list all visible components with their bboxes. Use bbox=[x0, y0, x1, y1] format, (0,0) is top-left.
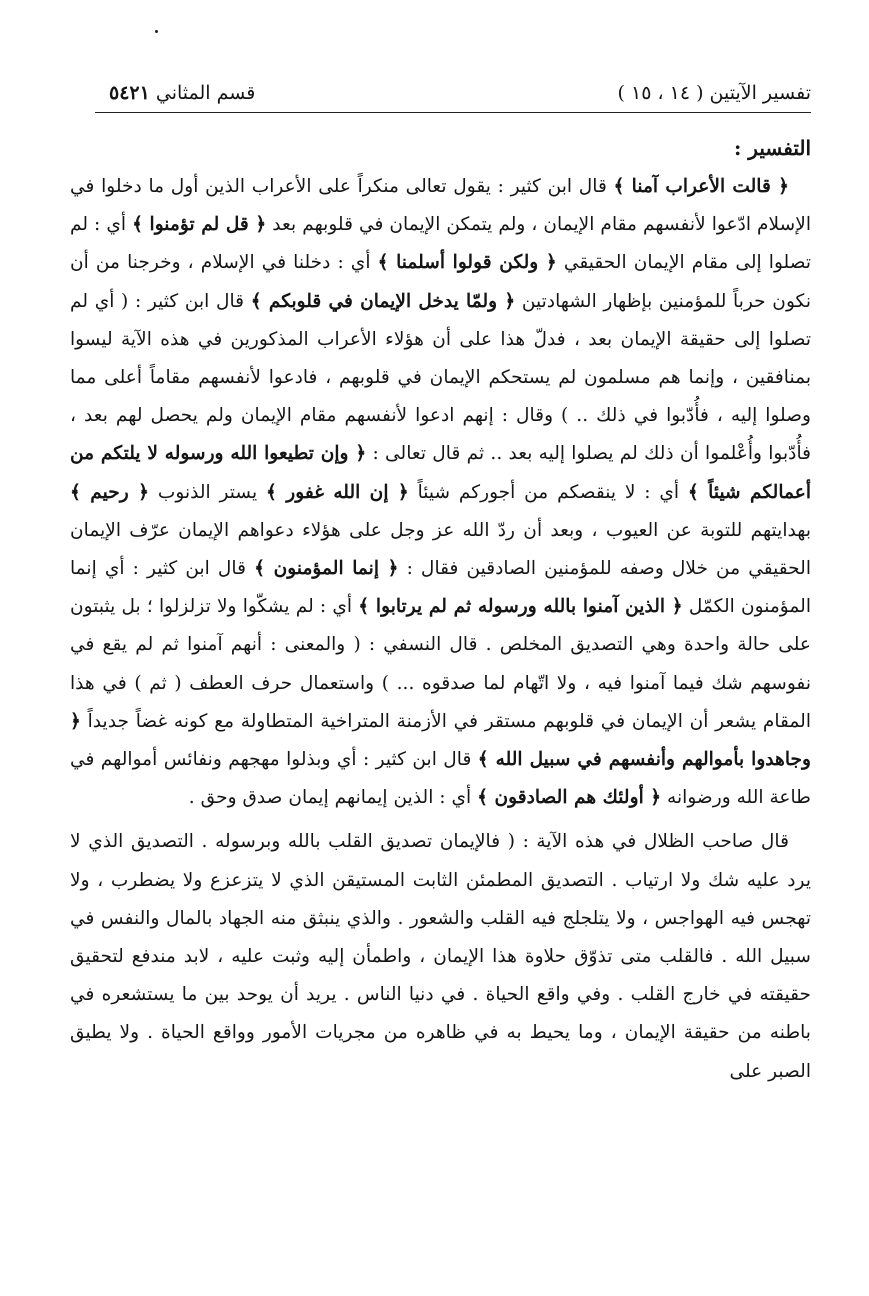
tafsir-paragraph bbox=[70, 168, 811, 817]
page-number: ٥٤٢١ bbox=[109, 82, 150, 104]
commentary-text: بهدايتهم للتوبة عن العيوب ، وبعد أن ردّ الله عز وجل على هؤلاء دعواهم الإيمان عرّف الإيمان الحقيقي من خلال وصفه للمؤمنين الصادقين فقال : bbox=[70, 519, 812, 580]
quran-verse: ﴿ قالت الأعراب آمنا ﴾ bbox=[613, 176, 789, 197]
quran-verse: ﴿ وجاهدوا بأموالهم وأنفسهم في سبيل الله ﴾ bbox=[70, 710, 812, 771]
commentary-text: قال ابن كثير : ( أي لم تصلوا إلى حقيقة الإيمان بعد ، فدلّ هذا على أن هؤلاء الأعراب المذكورين في هذه الآية ليسوا بمنافقين ، وإنما هم مسلمون لم يستحكم الإيمان في قلوبهم ، فادعوا لأنفسهم مقاماً أعلى مما وصلوا إليه ، فأُدّبوا في ذلك .. ) وقال : إنهم ادعوا لأنفسهم مقام الإيمان ولم يحصل لهم بعد ، فأُدّبوا وأُعْلموا أن ذلك لم يصلوا إليه بعد .. ثم قال تعالى : bbox=[70, 290, 811, 465]
page-header bbox=[95, 78, 811, 113]
quran-verse: ﴿ ولمّا يدخل الإيمان في قلوبكم ﴾ bbox=[250, 290, 516, 312]
commentary-text: أي : دخلنا في الإسلام ، وخرجنا من أن نكون حرباً للمؤمنين بإظهار الشهادتين bbox=[70, 252, 811, 312]
quran-verse: ﴿ إنما المؤمنون ﴾ bbox=[254, 558, 399, 580]
part-and-page bbox=[95, 78, 255, 108]
quran-verse: ﴿ رحيم ﴾ bbox=[70, 481, 150, 503]
quran-verse: ﴿ الذين آمنوا بالله ورسوله ثم لم يرتابوا ﴾ bbox=[358, 596, 683, 618]
commentary-text: قال ابن كثير : أي إنما المؤمنون الكمّل bbox=[70, 558, 811, 618]
quran-verse: ﴿ قل لم تؤمنوا ﴾ bbox=[132, 214, 267, 236]
quran-verse: ﴿ ولكن قولوا أسلمنا ﴾ bbox=[377, 252, 557, 274]
quran-verse: ﴿ إن الله غفور ﴾ bbox=[265, 481, 409, 503]
zilal-quote-paragraph bbox=[70, 823, 811, 1090]
running-title: تفسير الآيتين ( ١٤ ، ١٥ ) bbox=[617, 82, 811, 104]
commentary-text: قال ابن كثير : أي وبذلوا مهجهم ونفائس أموالهم في طاعة الله ورضوانه bbox=[70, 749, 811, 809]
commentary-text: أي : لم تصلوا إلى مقام الإيمان الحقيقي bbox=[70, 214, 812, 274]
quran-verse: ﴿ أولئك هم الصادقون ﴾ bbox=[477, 787, 662, 809]
stray-dot bbox=[155, 30, 158, 33]
commentary-text: قال ابن كثير : يقول تعالى منكراً على الأعراب الذين أول ما دخلوا في الإسلام ادّعوا لأنفسهم مقام الإيمان ، ولم يتمكن الإيمان في قلوبهم بعد bbox=[70, 176, 811, 236]
commentary-text: أي : لا ينقصكم من أجوركم شيئاً bbox=[408, 481, 688, 503]
commentary-text: قال صاحب الظلال في هذه الآية : ( فالإيمان تصديق القلب بالله وبرسوله . التصديق الذي لا يرد عليه شك ولا ارتياب . التصديق المطمئن الثابت المستيقن الذي لا يتزعزع ولا يضطرب ، ولا تهجس فيه الهواجس ، ولا يتلجلج فيه القلب والشعور . والذي ينبثق منه الجهاد بالمال والنفس في سبيل الله . فالقلب متى تذوّق حلاوة هذا الإيمان ، واطمأن إليه وثبت عليه ، لابد مندفع لتحقيق حقيقته في خارج القلب . وفي واقع الحياة . في دنيا الناس . يريد أن يوحد بين ما يستشعره في باطنه من حقيقة الإيمان ، وما يحيط به في ظاهره من مجريات الأمور وواقع الحياة . ولا يطيق الصبر على bbox=[70, 831, 811, 1082]
quran-verse: ﴿ وإن تطيعوا الله ورسوله لا يلتكم من أعمالكم شيئاً ﴾ bbox=[70, 443, 811, 503]
commentary-text: أي : لم يشكّوا ولا تزلزلوا ؛ بل يثبتون على حالة واحدة وهي التصديق المخلص . قال النسفي : ( والمعنى : أنهم آمنوا ثم لم يقع في نفوسهم شك فيما آمنوا فيه ، ولا اتّهام لما صدقوه ... ) واستعمال حرف العطف ( ثم ) في هذا المقام يشعر أن الإيمان في قلوبهم مستقر في الأزمنة المتراخية المتطاولة مع كونه غضاً جديداً bbox=[70, 596, 811, 732]
part-label: قسم المثاني bbox=[155, 82, 256, 104]
commentary-text: يستر الذنوب bbox=[149, 481, 266, 503]
page-body bbox=[70, 128, 811, 1091]
section-heading: التفسير : bbox=[733, 136, 811, 160]
commentary-text: أي : الذين إيمانهم إيمان صدق وحق . bbox=[188, 787, 478, 809]
